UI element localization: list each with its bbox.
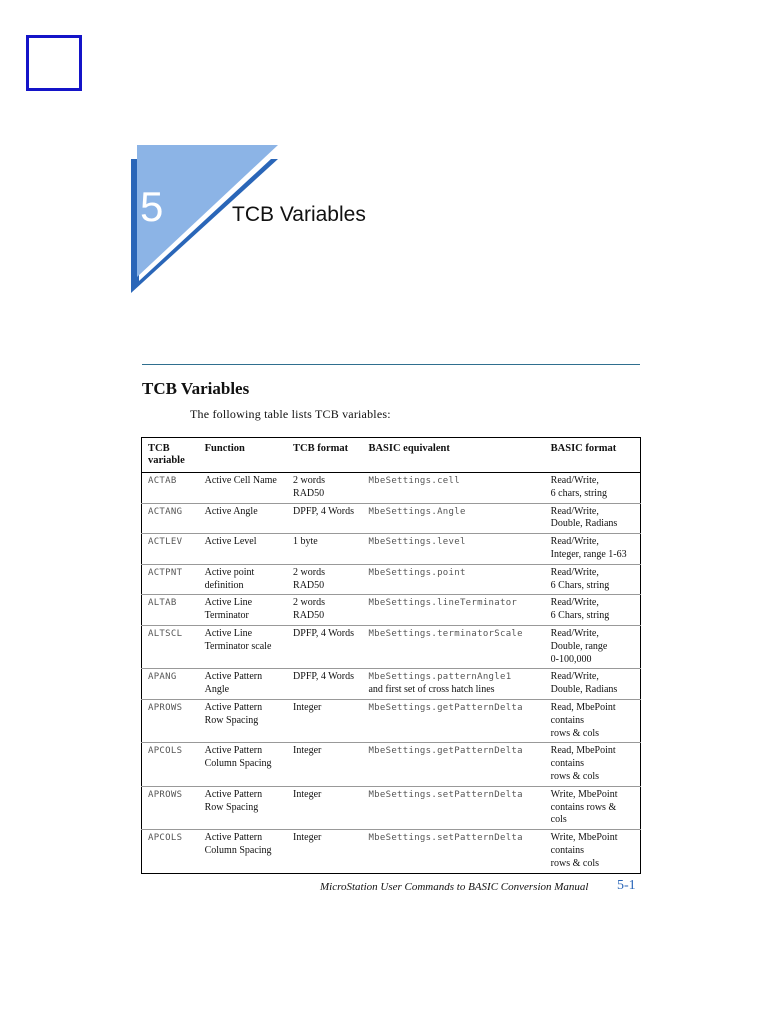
table-row	[142, 699, 641, 742]
cell-tcb-variable: APANG	[142, 669, 199, 700]
cell-function: Active Pattern Column Spacing	[199, 743, 287, 786]
footer-manual-title: MicroStation User Commands to BASIC Conversion Manual	[320, 881, 589, 893]
cell-function: Active Pattern Row Spacing	[199, 699, 287, 742]
basic-equivalent-text: MbeSettings.patternAngle1	[368, 672, 512, 683]
cell-tcb-format: Integer	[287, 743, 362, 786]
table-row	[142, 564, 641, 595]
cell-basic-equivalent	[362, 534, 544, 565]
cell-tcb-format: Integer	[287, 786, 362, 829]
basic-equivalent-text: MbeSettings.setPatternDelta	[368, 833, 523, 844]
corner-marker-box	[26, 35, 82, 91]
cell-basic-format: Read/Write, 6 Chars, string	[545, 564, 641, 595]
table-row	[142, 503, 641, 534]
basic-equivalent-text: MbeSettings.terminatorScale	[368, 628, 523, 639]
cell-basic-format: Write, MbePoint contains rows & cols	[545, 786, 641, 829]
cell-tcb-format: 2 words RAD50	[287, 595, 362, 626]
cell-function: Active point definition	[199, 564, 287, 595]
cell-basic-format: Read/Write, Double, Radians	[545, 669, 641, 700]
cell-tcb-format: DPFP, 4 Words	[287, 503, 362, 534]
cell-tcb-format: DPFP, 4 Words	[287, 669, 362, 700]
chapter-title: TCB Variables	[232, 203, 366, 226]
cell-basic-format: Read/Write, Double, Radians	[545, 503, 641, 534]
table-row	[142, 830, 641, 873]
header-tcb-format: TCB format	[287, 438, 362, 473]
tcb-variables-table	[141, 437, 641, 874]
cell-tcb-variable: APROWS	[142, 699, 199, 742]
cell-tcb-variable: ALTSCL	[142, 625, 199, 668]
cell-function: Active Pattern Column Spacing	[204, 832, 272, 856]
table-row	[142, 786, 641, 829]
header-tcb-variable: TCB variable	[142, 438, 199, 473]
cell-basic-format: Write, MbePoint contains rows & cols	[550, 832, 618, 869]
cell-basic-equivalent	[362, 669, 544, 700]
table-row	[142, 669, 641, 700]
table-row	[142, 595, 641, 626]
cell-function: Active Cell Name	[199, 473, 287, 504]
cell-function: Active Line Terminator scale	[199, 625, 287, 668]
cell-tcb-variable: ACTAB	[142, 473, 199, 504]
basic-equivalent-text: MbeSettings.level	[368, 537, 466, 548]
cell-tcb-variable: ACTANG	[142, 503, 199, 534]
header-function: Function	[199, 438, 287, 473]
table-row	[142, 534, 641, 565]
basic-equivalent-text: MbeSettings.setPatternDelta	[368, 789, 523, 800]
cell-function: Active Level	[199, 534, 287, 565]
intro-text: The following table lists TCB variables:	[190, 407, 391, 421]
header-basic-format: BASIC format	[545, 438, 641, 473]
cell-basic-equivalent	[362, 830, 544, 873]
cell-basic-equivalent	[362, 473, 544, 504]
basic-equivalent-text: MbeSettings.lineTerminator	[368, 598, 518, 609]
table-body	[142, 473, 641, 874]
cell-basic-equivalent	[362, 503, 544, 534]
cell-basic-format: Read/Write, 6 Chars, string	[545, 595, 641, 626]
cell-basic-format: Read, MbePoint contains rows & cols	[545, 743, 641, 786]
cell-function: Active Pattern Angle	[199, 669, 287, 700]
section-heading: TCB Variables	[142, 379, 250, 398]
cell-basic-format: Read, MbePoint contains rows & cols	[545, 699, 641, 742]
basic-equivalent-text: MbeSettings.cell	[368, 476, 460, 486]
cell-basic-equivalent	[362, 625, 544, 668]
cell-basic-format: Read/Write, 6 chars, string	[545, 473, 641, 504]
cell-function: Active Line Terminator	[199, 595, 287, 626]
cell-function: Active Pattern Row Spacing	[199, 786, 287, 829]
basic-equivalent-text: MbeSettings.getPatternDelta	[368, 746, 523, 757]
footer-page-number: 5-1	[617, 878, 636, 893]
cell-tcb-variable: APROWS	[142, 786, 199, 829]
basic-equivalent-text: MbeSettings.Angle	[368, 506, 466, 517]
basic-equivalent-note: and first set of cross hatch lines	[368, 684, 495, 696]
cell-tcb-format: 2 words RAD50	[287, 473, 362, 504]
cell-basic-equivalent	[362, 786, 544, 829]
table-row	[142, 743, 641, 786]
cell-basic-equivalent	[362, 564, 544, 595]
cell-basic-equivalent	[362, 743, 544, 786]
cell-basic-format: Read/Write, Double, range 0-100,000	[545, 625, 641, 668]
section-divider	[142, 364, 640, 365]
cell-basic-format: Read/Write, Integer, range 1-63	[545, 534, 641, 565]
cell-tcb-format: Integer	[293, 832, 322, 844]
cell-tcb-format: 2 words RAD50	[287, 564, 362, 595]
basic-equivalent-text: MbeSettings.getPatternDelta	[368, 702, 523, 713]
chapter-number: 5	[140, 183, 164, 230]
cell-tcb-format: Integer	[287, 699, 362, 742]
cell-basic-equivalent	[362, 699, 544, 742]
table-row	[142, 625, 641, 668]
cell-tcb-variable: ACTLEV	[142, 534, 199, 565]
table-row	[142, 473, 641, 504]
cell-tcb-format: DPFP, 4 Words	[287, 625, 362, 668]
cell-function: Active Angle	[199, 503, 287, 534]
header-basic-equivalent: BASIC equivalent	[362, 438, 544, 473]
table-header-row	[142, 438, 641, 473]
basic-equivalent-text: MbeSettings.point	[368, 567, 466, 578]
cell-tcb-variable: APCOLS	[148, 833, 183, 844]
cell-tcb-variable: ALTAB	[142, 595, 199, 626]
cell-tcb-variable: ACTPNT	[142, 564, 199, 595]
cell-tcb-format: 1 byte	[287, 534, 362, 565]
cell-tcb-variable: APCOLS	[142, 743, 199, 786]
cell-basic-equivalent	[362, 595, 544, 626]
